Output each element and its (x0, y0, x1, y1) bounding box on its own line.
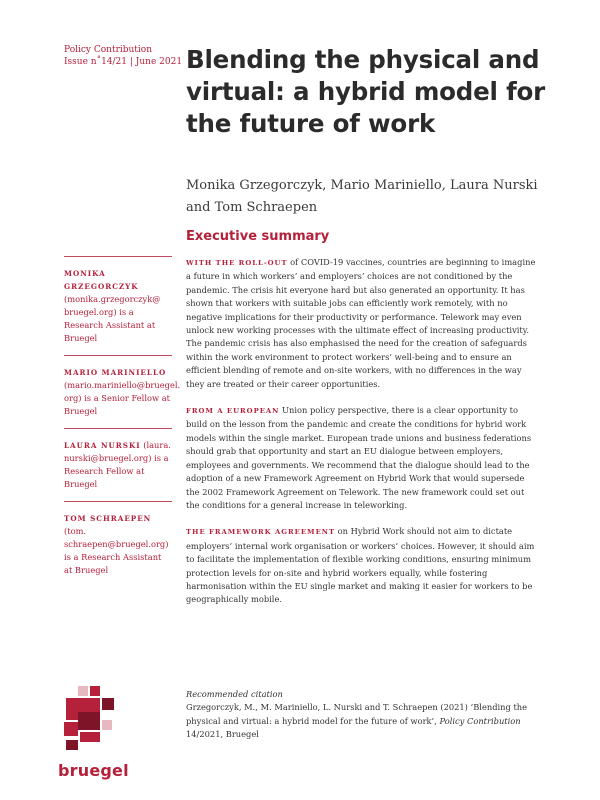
executive-summary-heading: Executive summary (186, 229, 330, 244)
citation-label: Recommended citation (186, 689, 283, 699)
recommended-citation (186, 688, 546, 742)
summary-body (186, 256, 538, 620)
issue-date: Issue n˚14/21 | June 2021 (64, 57, 183, 67)
publication-meta (64, 44, 184, 68)
paragraph-text: of COVID-19 vaccines, countries are beginning to imagine a future in which workers’ and employers’ choices are not conditioned by the pandemic. The crisis hit everyone hard but also generated an opportunity. It has shown that workers with suitable jobs can efficiently work remotely, with no negative implications for their productivity or performance. Telework may even unlock new working processes with the ultimate effect of increasing productivity. The pandemic crisis has also emphasised the need for the creation of safeguards within the work environment to protect workers’ well-being and to ensure an efficient blending of remote and on-site workers, with no differences in the way they are treated or their career opportunities. (186, 257, 536, 389)
paragraph-lead: THE FRAMEWORK AGREEMENT (186, 528, 336, 537)
author-description: (laura. nurski@bruegel.org) is a Research Fellow at Bruegel (64, 440, 171, 489)
author-bio (64, 256, 172, 345)
author-bio (64, 501, 172, 577)
author-name: MONIKA GRZEGORCZYK (64, 269, 139, 291)
author-bios (64, 256, 181, 587)
author-description: (tom. schraepen@bruegel.org) is a Research Assistant at Bruegel (64, 526, 169, 575)
paragraph-text: Union policy perspective, there is a clear opportunity to build on the lesson from the pandemic and create the conditions for hybrid work models within the single market. European trade unions and business federations should grab that opportunity and start an EU dialogue between employers, employees and governments. We recommend that the dialogue should lead to the adoption of a new Framework Agreement on Hybrid Work that would supersede the 2002 Framework Agreement on Telework. The new framework could set out the conditions for a general increase in teleworking. (186, 405, 532, 510)
author-bio (64, 355, 181, 418)
citation-text: Grzegorczyk, M., M. Mariniello, L. Nurski and T. Schraepen (2021) ‘Blending the physical and virtual: a hybrid model for the future of work’, (186, 702, 528, 726)
paragraph-lead: FROM A EUROPEAN (186, 407, 280, 416)
author-description: (monika.grzegorczyk@ bruegel.org) is a Research Assistant at Bruegel (64, 294, 161, 343)
paragraph-lead: WITH THE ROLL-OUT (186, 259, 288, 267)
author-name: TOM SCHRAEPEN (64, 514, 152, 523)
author-name: LAURA NURSKI (64, 441, 141, 450)
citation-suffix: 14/2021, Bruegel (186, 729, 259, 740)
summary-paragraph (186, 404, 538, 512)
publication-type: Policy Contribution (64, 45, 153, 55)
author-description: (mario.mariniello@bruegel. org) is a Senior Fellow at Bruegel (64, 380, 181, 416)
author-bio (64, 428, 172, 491)
author-name: MARIO MARINIELLO (64, 368, 167, 377)
document-title: Blending the physical and virtual: a hybrid model for the future of work (186, 45, 546, 138)
logo-wordmark: bruegel (58, 761, 129, 780)
paragraph-text: on Hybrid Work should not aim to dictate employers’ internal work organisation or workers’ choices. However, it should aim to facilitate the implementation of flexible working conditions, ensuring minimum protection levels for on-site and hybrid workers equally, while fostering harmonisation within the EU single market and making it easier for workers to be geographically mobile. (186, 526, 535, 605)
authors-line: Monika Grzegorczyk, Mario Mariniello, Laura Nurski and Tom Schraepen (186, 178, 538, 215)
citation-series: Policy Contribution (439, 715, 521, 726)
summary-paragraph (186, 525, 538, 606)
summary-paragraph (186, 256, 538, 391)
